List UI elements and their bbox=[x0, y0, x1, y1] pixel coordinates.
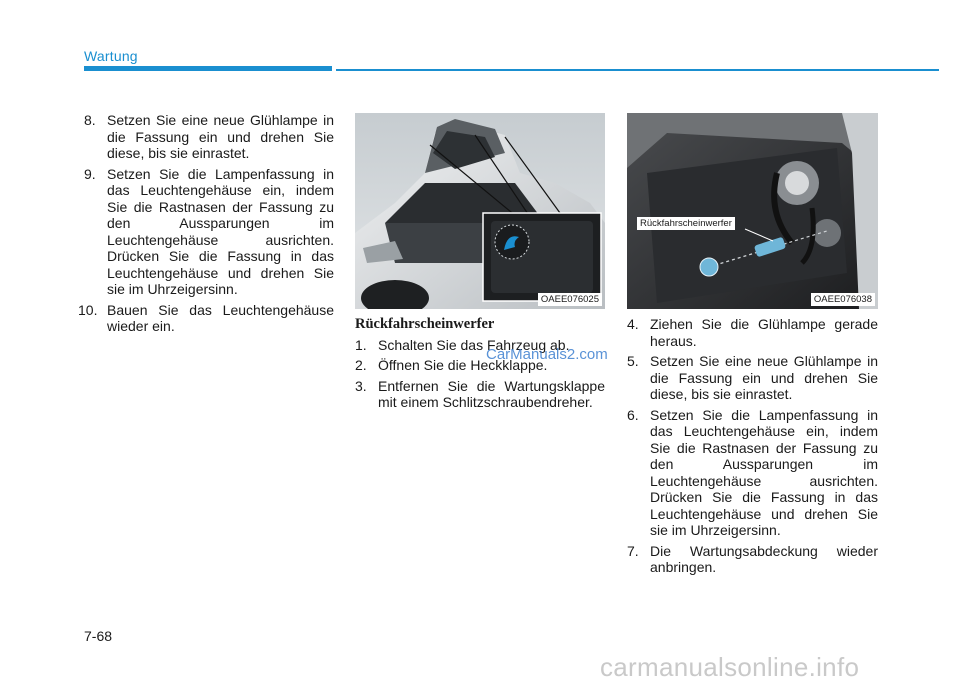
step-number: 6. bbox=[627, 406, 639, 423]
lamp-socket-illustration bbox=[627, 113, 878, 309]
tailgate-figure bbox=[355, 113, 605, 309]
step-item bbox=[627, 316, 878, 349]
step-number: 8. bbox=[84, 112, 96, 128]
step-item bbox=[627, 353, 878, 403]
middle-column bbox=[355, 316, 605, 415]
header-rule-thick bbox=[84, 66, 332, 71]
tailgate-illustration bbox=[355, 113, 605, 309]
step-number: 2. bbox=[355, 357, 367, 373]
lamp-socket-figure bbox=[627, 113, 878, 309]
step-item bbox=[355, 378, 605, 411]
step-item bbox=[84, 112, 334, 162]
left-column bbox=[78, 112, 334, 339]
watermark-link[interactable]: CarManuals2.com bbox=[486, 346, 608, 363]
step-number: 4. bbox=[627, 316, 639, 332]
step-text: Setzen Sie eine neue Glühlampe in die Fassung ein und drehen Sie diese, bis sie einrastet. bbox=[650, 353, 878, 402]
step-number: 9. bbox=[84, 165, 96, 182]
step-text: Setzen Sie die Lampenfassung in das Leuchtengehäuse ein, indem Sie die Rastnasen der Fassung zu den Aussparungen im Leuchtengehäuse ausrichten. Drücken Sie die Fassung in das Leuchtengehäuse und drehen Sie sie im Uhrzeigersinn. bbox=[107, 165, 334, 297]
step-number: 7. bbox=[627, 542, 639, 559]
figure-code: OAEE076038 bbox=[811, 293, 875, 306]
step-text: Die Wartungsabdeckung wieder anbringen. bbox=[650, 542, 878, 575]
page-number: 7-68 bbox=[84, 628, 113, 644]
step-item bbox=[84, 166, 334, 298]
step-text: Schalten Sie das Fahrzeug ab. bbox=[378, 336, 570, 353]
step-item bbox=[78, 301, 334, 335]
step-text: Öffnen Sie die Heckklappe. bbox=[378, 357, 548, 373]
step-number: 1. bbox=[355, 336, 367, 353]
step-number: 5. bbox=[627, 353, 639, 369]
header-title: Wartung bbox=[84, 48, 138, 64]
right-column bbox=[627, 316, 878, 580]
step-item bbox=[627, 407, 878, 539]
step-text: Entfernen Sie die Wartungsklappe mit einem Schlitzschraubendreher. bbox=[378, 377, 605, 410]
left-steps-list bbox=[78, 112, 334, 335]
step-number: 3. bbox=[355, 377, 367, 394]
step-number: 10. bbox=[78, 301, 98, 318]
step-item bbox=[627, 543, 878, 576]
step-text: Ziehen Sie die Glühlampe gerade heraus. bbox=[650, 316, 878, 349]
step-text: Bauen Sie das Leuchtengehäuse wieder ein. bbox=[107, 301, 334, 334]
header-rule-thin bbox=[336, 69, 939, 71]
figure-code: OAEE076025 bbox=[538, 293, 602, 306]
footer-watermark: carmanualsonline.info bbox=[600, 652, 860, 682]
section-heading: Rückfahrscheinwerfer bbox=[355, 316, 495, 332]
step-text: Setzen Sie die Lampenfassung in das Leuchtengehäuse ein, indem Sie die Rastnasen der Fassung zu den Aussparungen im Leuchtengehäuse ausrichten. Drücken Sie die Fassung in das Leuchtengehäuse und drehen Sie sie im Uhrzeigersinn. bbox=[650, 406, 878, 538]
right-steps-list bbox=[627, 316, 878, 576]
part-callout-label: Rückfahrscheinwerfer bbox=[637, 217, 735, 230]
step-text: Setzen Sie eine neue Glühlampe in die Fassung ein und drehen Sie diese, bis sie einrastet. bbox=[107, 112, 334, 161]
